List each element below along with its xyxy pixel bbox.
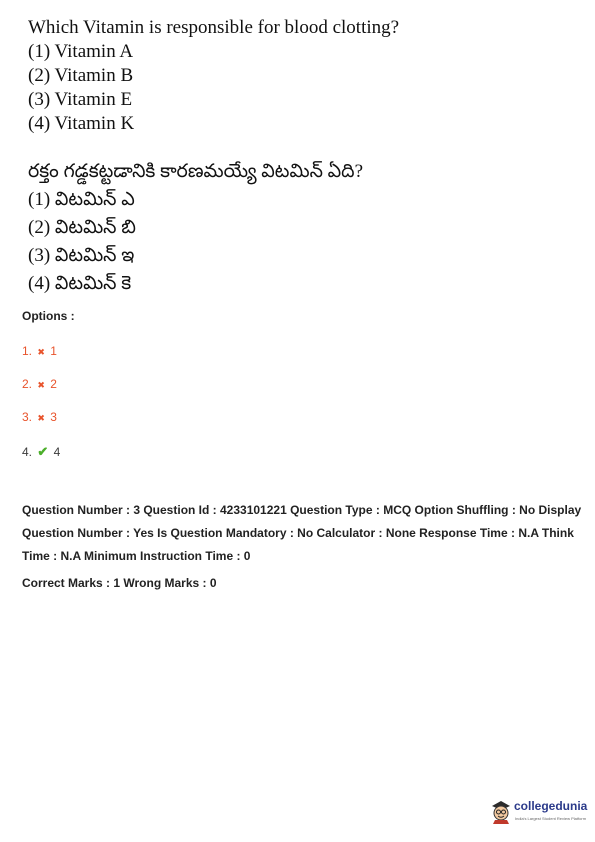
option-value: 1 <box>50 344 57 358</box>
answer-option-correct <box>22 444 60 460</box>
question-english <box>28 16 399 136</box>
answer-option <box>22 410 57 424</box>
option-number: 2. <box>22 377 33 391</box>
question-option: (2) విటమిన్ బి <box>28 217 136 238</box>
option-value: 2 <box>50 377 57 391</box>
question-option: (4) విటమిన్ కె <box>28 273 132 294</box>
options-heading: Options : <box>22 309 75 323</box>
marks-info: Correct Marks : 1 Wrong Marks : 0 <box>22 576 217 590</box>
answer-option <box>22 344 57 358</box>
logo-tagline: India's Largest Student Review Platform <box>515 816 587 821</box>
question-option: (3) విటమిన్ ఇ <box>28 245 135 266</box>
checkmark-icon: ✔ <box>37 444 49 459</box>
cross-icon: ✖ <box>37 347 45 357</box>
question-details: Question Number : 3 Question Id : 4233101221 Question Type : MCQ Option Shuffling : No Display Question Number : Yes Is Question Mandatory : No Calculator : None Response Time : N.A Think Time : N.A Minimum Instruction Time : 0 <box>22 503 582 563</box>
question-option: (3) Vitamin E <box>28 89 133 110</box>
question-metadata <box>22 499 582 595</box>
question-option: (1) Vitamin A <box>28 41 134 62</box>
cross-icon: ✖ <box>37 380 45 390</box>
option-value: 3 <box>50 410 57 424</box>
question-option: (4) Vitamin K <box>28 113 135 134</box>
answer-option <box>22 377 57 391</box>
question-text: Which Vitamin is responsible for blood clotting? <box>28 17 400 38</box>
option-number: 1. <box>22 344 33 358</box>
option-number: 4. <box>22 445 33 459</box>
question-telugu <box>28 158 363 298</box>
logo-name: collegedunia <box>514 799 588 813</box>
question-option: (1) విటమిన్ ఎ <box>28 189 135 210</box>
question-option: (2) Vitamin B <box>28 65 134 86</box>
question-text: రక్తం గడ్డకట్టడానికి కారణమయ్యే విటమిన్ ఏది? <box>28 161 364 182</box>
option-value: 4 <box>53 445 61 459</box>
student-face-icon <box>490 798 512 824</box>
option-number: 3. <box>22 410 33 424</box>
collegedunia-logo <box>490 796 590 830</box>
cross-icon: ✖ <box>37 413 45 423</box>
